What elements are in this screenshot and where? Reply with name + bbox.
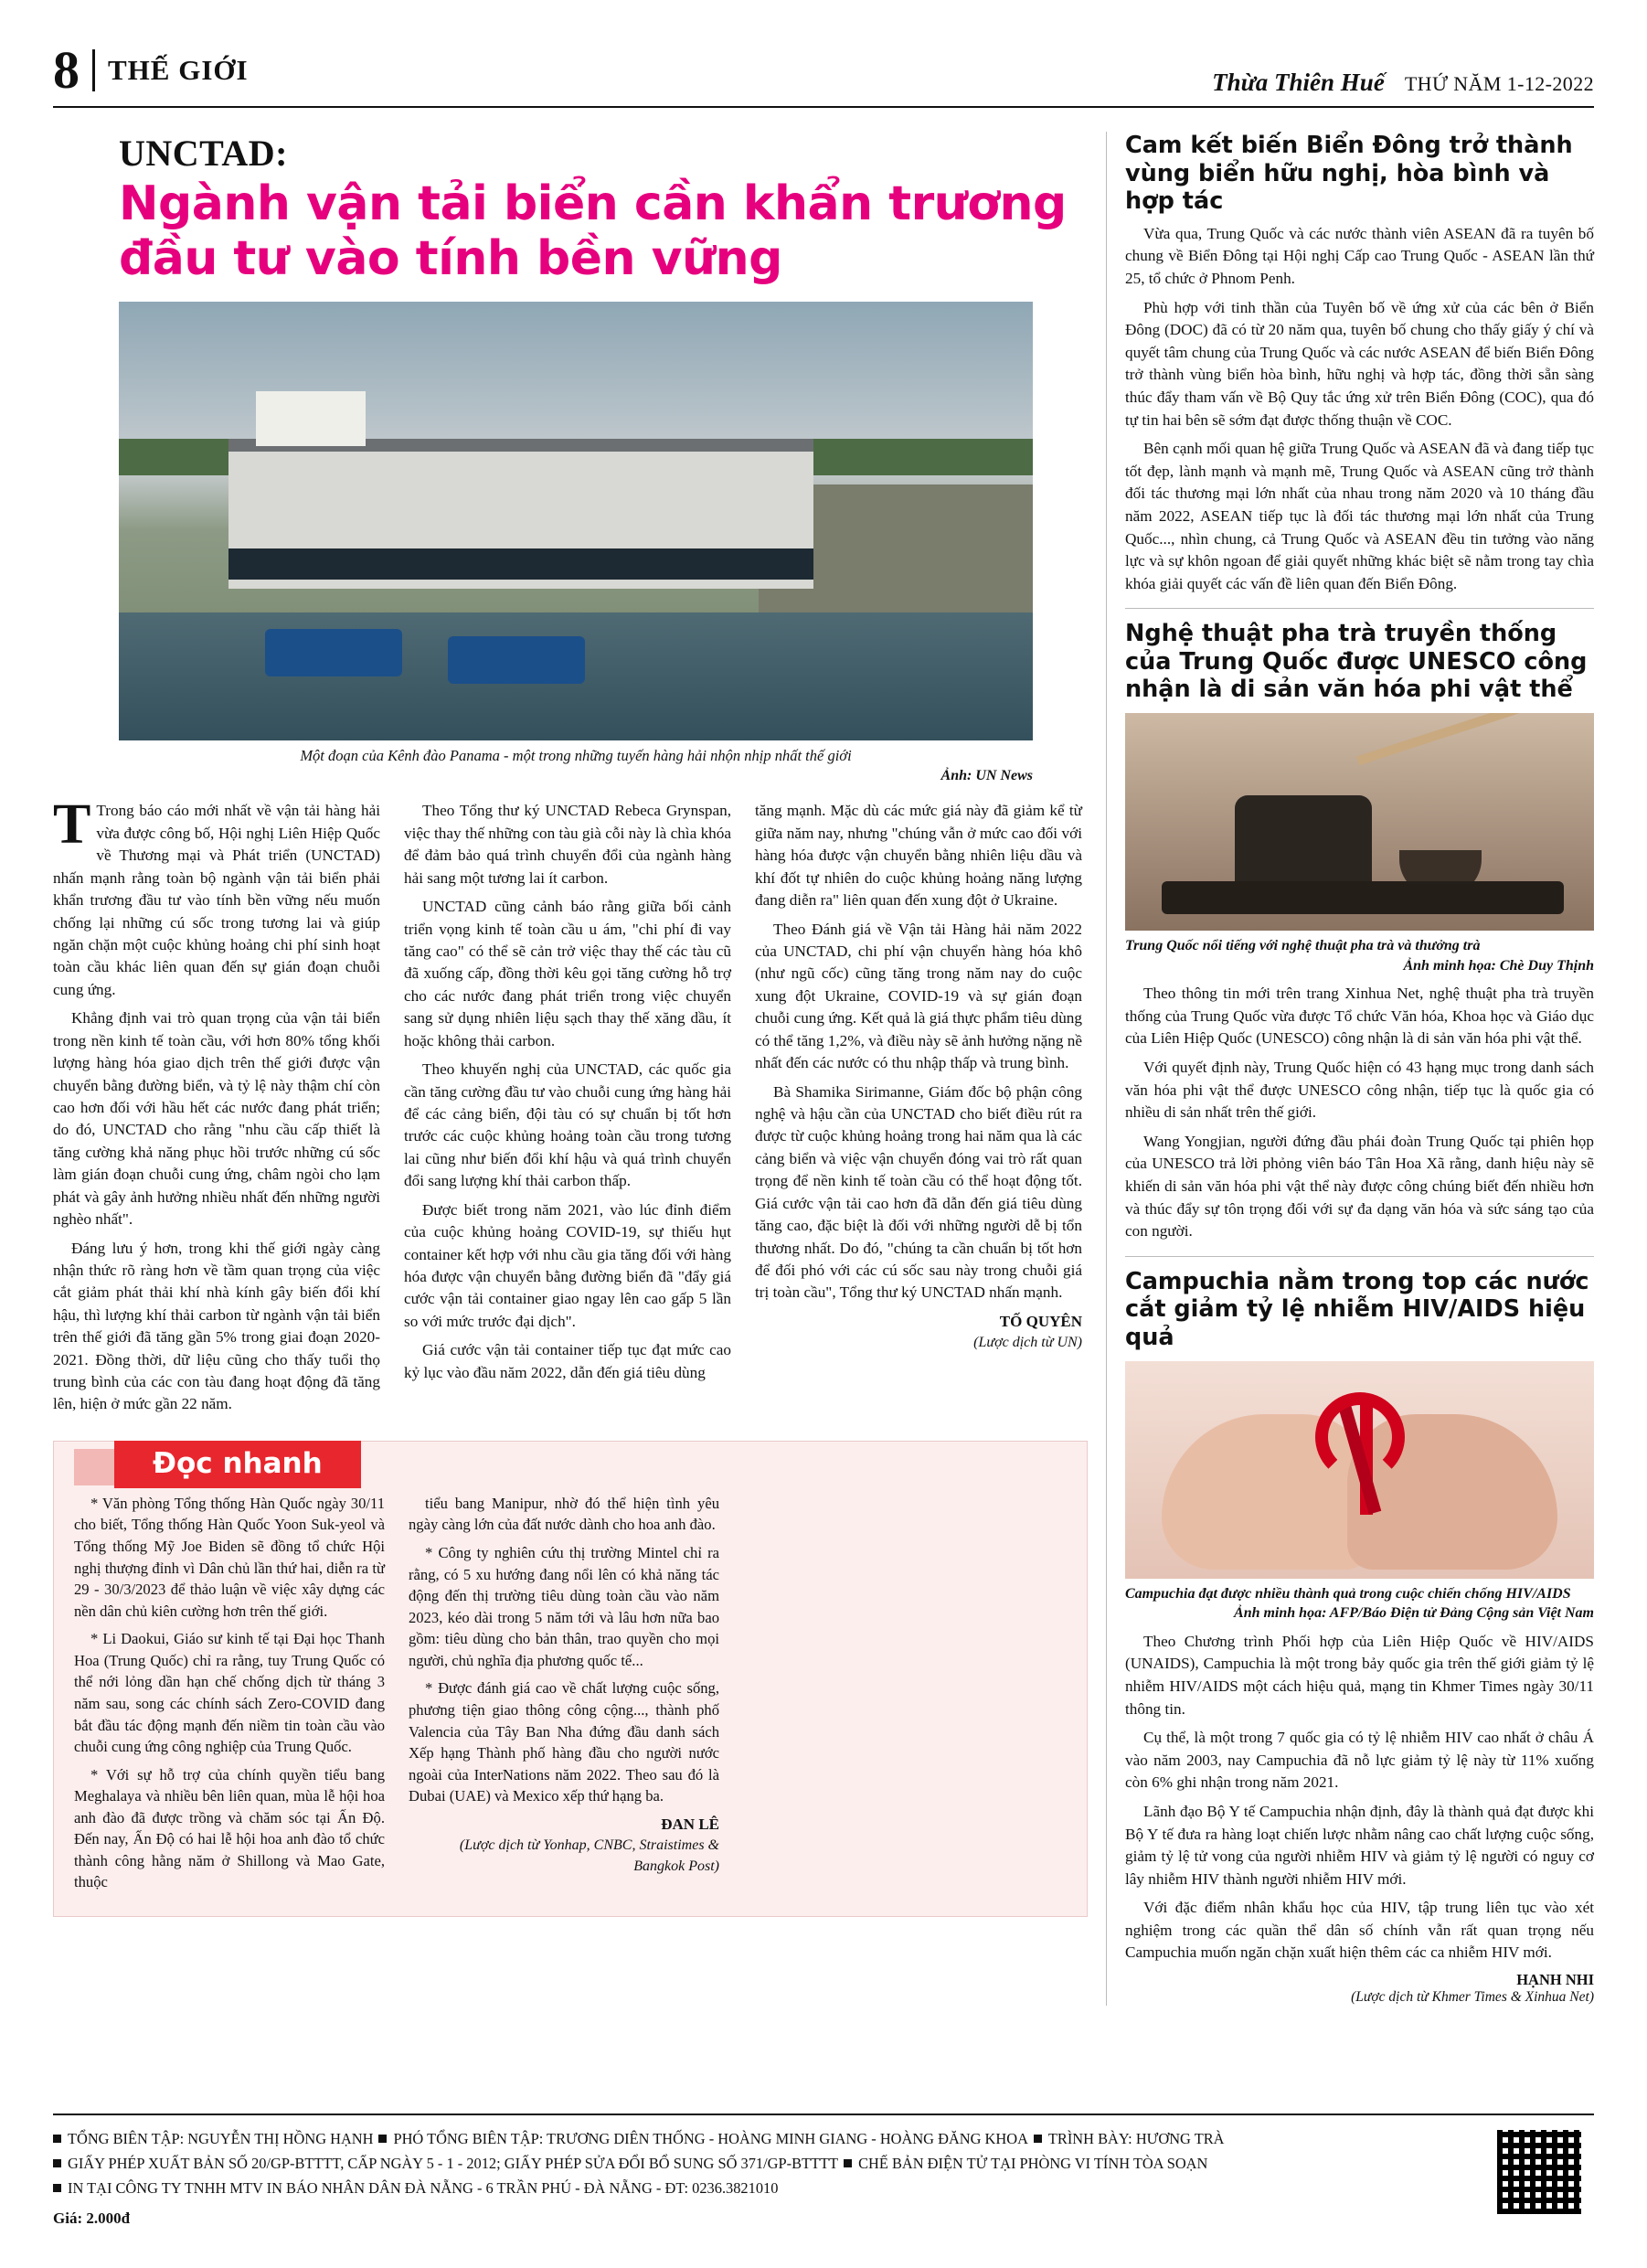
bullet-square-icon bbox=[844, 2159, 852, 2167]
article-body-bien-dong bbox=[1125, 223, 1594, 596]
lead-body bbox=[53, 793, 1086, 1421]
paragraph: Phù hợp với tinh thần của Tuyên bố về ứng xử của các bên ở Biển Đông (DOC) đã có từ 20 năm qua, tuyên bố chung cho thấy giấy ý chí và quyết tâm chung của Trung Quốc và các nước ASEAN để biến Biển Đông trở thành vùng biển hòa bình, hữu nghị và hợp tác, đồng thời sẵn sàng thúc đẩy tham vấn về Bộ Quy tắc ứng xử trên Biển Đông (COC), qua đó tự tin hai bên sẽ sớm đạt được thống thuận về COC. bbox=[1125, 298, 1594, 429]
paragraph: tiểu bang Manipur, nhờ đó thể hiện tình yêu ngày càng lớn của đất nước dành cho hoa anh đào. bbox=[409, 1494, 719, 1534]
paragraph: * Li Daokui, Giáo sư kinh tế tại Đại học Thanh Hoa (Trung Quốc) chỉ ra rằng, tuy Trung Quốc có thể nới lỏng dần hạn chế chống dịch từ tháng 3 năm sau, song các chính sách Zero-COVID đang bắt đầu tác động mạnh đến niềm tin toàn cầu vào chuỗi cung ứng công nghiệp của Trung Quốc. bbox=[74, 1630, 385, 1756]
paragraph: Theo thông tin mới trên trang Xinhua Net, nghệ thuật pha trà truyền thống của Trung Quốc vừa được Tổ chức Văn hóa, Khoa học và Giáo dục của Liên Hiệp Quốc (UNESCO) công nhận là di sản văn hóa phi vật thể. bbox=[1125, 985, 1594, 1048]
paragraph: T Trong báo cáo mới nhất về vận tải hàng hải vừa được công bố, Hội nghị Liên Hiệp Quốc về Thương mại và Phát triển (UNCTAD) nhấn mạnh rằng toàn bộ ngành vận tải biển phải khẩn trương đầu tư vào tính bền vững nếu muốn chống lại những cú sốc trong tương lai và giúp ngăn chặn một cuộc khủng hoảng chi phí sinh hoạt toàn cầu khác liên quan đến sự gián đoạn chuỗi cung ứng. bbox=[53, 793, 380, 998]
lead-photo-caption-text: Một đoạn của Kênh đào Panama - một trong những tuyến hàng hải nhộn nhịp nhất thế giới bbox=[300, 746, 852, 764]
section-title: THẾ GIỚI bbox=[108, 54, 249, 86]
article-byline-note-hiv: (Lược dịch từ Khmer Times & Xinhua Net) bbox=[1351, 1989, 1594, 2006]
paragraph: Giá cước vận tải container tiếp tục đạt mức cao kỷ lục vào đầu năm 2022, dẫn đến giá tiêu dùng bbox=[404, 1341, 731, 1381]
lead-photo-caption bbox=[119, 746, 1033, 786]
quick-read-col3 bbox=[743, 1493, 1054, 1900]
quick-read-title: Đọc nhanh bbox=[114, 1441, 361, 1488]
paragraph: * Được đánh giá cao về chất lượng cuộc sống, phương tiện giao thông công cộng..., thành phố Valencia của Tây Ban Nha đứng đầu danh sách Xếp hạng Thành phố hàng đầu cho người nước ngoài của InterNations năm 2022. Theo sau đó là Dubai (UAE) và Mexico xếp thứ hạng ba. bbox=[409, 1679, 719, 1805]
article-photo-hiv bbox=[1125, 1361, 1594, 1579]
paragraph: UNCTAD cũng cảnh báo rằng giữa bối cảnh triển vọng kinh tế toàn cầu u ám, "chi phí đi vay tăng cao" có thể sẽ cản trở việc thay thế các tàu cũ đã xuống cấp, đồng thời kêu gọi tăng cường hỗ trợ cho các nước đang phát triển trong việc chuyển sang sử dụng nhiên liệu sạch thay thế xăng dầu, ít hoặc không thải carbon. bbox=[404, 898, 731, 1049]
lead-byline: TỐ QUYÊN bbox=[999, 1312, 1082, 1330]
masthead bbox=[53, 40, 1594, 108]
paragraph: Theo Đánh giá về Vận tải Hàng hải năm 2022 của UNCTAD, chi phí vận chuyển hàng hóa khô (như ngũ cốc) cũng tăng trong năm nay do cuộc xung đột Ukraine, COVID-19 và sự gián đoạn chuỗi cung ứng. Kết quả là giá thực phẩm tiêu dùng có thể tăng 1,2%, và điều này sẽ ảnh hưởng nặng nề nhất đến các nước có thu nhập thấp và trung bình. bbox=[755, 920, 1082, 1072]
paragraph: Cụ thể, là một trong 7 quốc gia có tỷ lệ nhiễm HIV cao nhất ở châu Á vào năm 2003, nay Campuchia đã nỗ lực giảm tỷ lệ này từ 11% xuống còn 6% ghi nhận trong năm 2021. bbox=[1125, 1729, 1594, 1792]
paragraph: Với quyết định này, Trung Quốc hiện có 43 hạng mục trong danh sách văn hóa phi vật thể được UNESCO công nhận, tiếp tục là quốc gia có nhiều di sản nhất trên thế giới. bbox=[1125, 1059, 1594, 1122]
bullet-square-icon bbox=[53, 2159, 61, 2167]
divider bbox=[1125, 608, 1594, 609]
quick-read-col1 bbox=[74, 1493, 385, 1900]
article-photo-caption-tea bbox=[1125, 936, 1594, 975]
paragraph: Theo Chương trình Phối hợp của Liên Hiệp Quốc về HIV/AIDS (UNAIDS), Campuchia là một trong bảy quốc gia trên thế giới giảm tỷ lệ nhiễm HIV/AIDS một cách hiệu quả, mạng tin Khmer Times ngày 30/11 thông tin. bbox=[1125, 1632, 1594, 1718]
quick-read-box bbox=[53, 1441, 1088, 1917]
article-body-hiv bbox=[1125, 1631, 1594, 1965]
paragraph: Đáng lưu ý hơn, trong khi thế giới ngày càng nhận thức rõ ràng hơn về tầm quan trọng của việc cắt giảm phát thải khí nhà kính gây biến đổi khí hậu, thì lượng khí thải carbon từ ngành vận tải biển trên thế giới đã tăng gần 5% trong giai đoạn 2020-2021. Đồng thời, dữ liệu cũng cho thấy tuổi thọ trung bình của các con tàu đang hoạt động đã tăng lên, hiện ở mức gần 22 năm. bbox=[53, 1239, 380, 1413]
lead-body-col3 bbox=[755, 800, 1082, 1421]
page-number: 8 bbox=[53, 40, 80, 100]
bullet-square-icon bbox=[53, 2184, 61, 2192]
masthead-left bbox=[53, 40, 249, 100]
article-headline-tea: Nghệ thuật pha trà truyền thống của Trung Quốc được UNESCO công nhận là di sản văn hóa phi vật thể bbox=[1125, 620, 1588, 704]
page-footer bbox=[53, 2114, 1594, 2231]
paragraph: Wang Yongjian, người đứng đầu phái đoàn Trung Quốc tại phiên họp của UNESCO trả lời phỏng viên báo Tân Hoa Xã rằng, danh hiệu này sẽ khiến di sản văn hóa phi vật thể này được công chúng biết đến nhiều hơn và thúc đẩy sự tôn trọng đối với sự đa dạng văn hóa và sức sáng tạo của con người. bbox=[1125, 1132, 1594, 1240]
article-photo-caption-hiv bbox=[1125, 1584, 1594, 1624]
caption-text: Trung Quốc nổi tiếng với nghệ thuật pha trà và thưởng trà bbox=[1125, 938, 1481, 954]
footer-item: CHẾ BẢN ĐIỆN TỬ TẠI PHÒNG VI TÍNH TÒA SOẠN bbox=[858, 2154, 1208, 2172]
footer-item: TRÌNH BÀY: HƯƠNG TRÀ bbox=[1047, 2129, 1225, 2147]
quick-read-col2 bbox=[409, 1493, 719, 1900]
footer-item: GIẤY PHÉP XUẤT BẢN SỐ 20/GP-BTTTT, CẤP NGÀY 5 - 1 - 2012; GIẤY PHÉP SỬA ĐỔI BỔ SUNG SỐ 371/GP-BTTTT bbox=[68, 2154, 839, 2172]
paragraph: Vừa qua, Trung Quốc và các nước thành viên ASEAN đã ra tuyên bố chung về Biển Đông tại Hội nghị Cấp cao Trung Quốc - ASEAN lần thứ 25, tổ chức ở Phnom Penh. bbox=[1125, 224, 1594, 287]
caption-text: Campuchia đạt được nhiều thành quả trong cuộc chiến chống HIV/AIDS bbox=[1125, 1585, 1571, 1602]
qr-code-wrap bbox=[1493, 2126, 1594, 2218]
caption-credit: Ảnh minh họa: Chè Duy Thịnh bbox=[1403, 957, 1594, 974]
article-byline-hiv: HẠNH NHI bbox=[1516, 1971, 1594, 1989]
footer-item: IN TẠI CÔNG TY TNHH MTV IN BÁO NHÂN DÂN ĐÀ NẴNG - 6 TRẦN PHÚ - ĐÀ NẴNG - ĐT: 0236.3821010 bbox=[68, 2178, 779, 2197]
paragraph: Theo Tổng thư ký UNCTAD Rebeca Grynspan, việc thay thế những con tàu già cỗi này là chìa khóa để đảm bảo quá trình chuyển đổi của ngành hàng hải sang một tương lai ít carbon. bbox=[404, 802, 731, 887]
footer-credits bbox=[53, 2126, 1224, 2231]
lead-kicker: UNCTAD: bbox=[119, 133, 288, 174]
paragraph: tăng mạnh. Mặc dù các mức giá này đã giảm kể từ giữa năm nay, nhưng "chúng vẫn ở mức cao đối với hàng hóa được vận chuyển bằng nhiên liệu dầu và khí đốt tự nhiên do cuộc khủng hoảng năng lượng đang diễn ra" liên quan đến xung đột ở Ukraine. bbox=[755, 802, 1082, 910]
paragraph: Khẳng định vai trò quan trọng của vận tải biển trong nền kinh tế toàn cầu, với hơn 80% tổng khối lượng hàng hóa giao dịch trên thế giới được vận chuyển bằng đường biển, và tỷ lệ này thậm chí còn cao hơn đối với hầu hết các nước đang phát triển; do đó, UNCTAD cho rằng "nhu cầu cấp thiết là tăng cường khả năng phục hồi trước những cú sốc làm gián đoạn chuỗi cung ứng, châm ngòi cho lạm phát và gây ảnh hưởng nhiều nhất đến những người nghèo nhất". bbox=[53, 1009, 380, 1229]
footer-item: TỔNG BIÊN TẬP: NGUYỄN THỊ HỒNG HẠNH bbox=[68, 2129, 374, 2147]
lead-byline-note: (Lược dịch từ UN) bbox=[973, 1334, 1082, 1350]
caption-credit: Ảnh minh họa: AFP/Báo Điện tử Đảng Cộng sản Việt Nam bbox=[1234, 1605, 1594, 1622]
lead-body-col2 bbox=[404, 800, 731, 1421]
paragraph: Được biết trong năm 2021, vào lúc đỉnh điểm của cuộc khủng hoảng COVID-19, sự thiếu hụt container kết hợp với nhu cầu gia tăng đối với hàng hóa được vận chuyển bằng đường biển đã "đẩy giá cước vận tải container giao ngay lên cao gấp 5 lần so với mức trước đại dịch". bbox=[404, 1200, 731, 1330]
quick-read-header bbox=[74, 1442, 1067, 1493]
paragraph: * Văn phòng Tổng thống Hàn Quốc ngày 30/11 cho biết, Tổng thống Hàn Quốc Yoon Suk-yeol và Tổng thống Mỹ Joe Biden sẽ đồng tổ chức Hội nghị thượng đỉnh vì Dân chủ lần thứ hai, diễn ra từ 29 - 30/3/2023 để thảo luận về việc xây dựng các nền dân chủ kiên cường hơn trên thế giới. bbox=[74, 1494, 385, 1620]
article-headline-bien-dong: Cam kết biến Biển Đông trở thành vùng biển hữu nghị, hòa bình và hợp tác bbox=[1125, 132, 1573, 216]
page-content bbox=[53, 132, 1594, 2006]
paragraph: Bên cạnh mối quan hệ giữa Trung Quốc và ASEAN đã và đang tiếp tục tốt đẹp, lành mạnh và mạnh mẽ, Trung Quốc và ASEAN cũng trở thành đối tác thương mại lớn nhất của nhau trong năm 2020 và 10 tháng đầu năm 2022, ASEAN tiếp tục là đối tác thương mại lớn nhất của Trung Quốc..., nhìn chung, cả Trung Quốc và ASEAN đều tin tưởng vào năng lực và sự khôn ngoan để giải quyết những khác biệt sẽ nằm trong tay chìa khóa giải quyết các vấn đề liên quan đến Biển Đông. bbox=[1125, 440, 1594, 592]
quick-read-columns bbox=[74, 1493, 1067, 1900]
article-headline-hiv: Campuchia nằm trong top các nước cắt giảm tỷ lệ nhiễm HIV/AIDS hiệu quả bbox=[1125, 1267, 1589, 1351]
drop-cap: T bbox=[53, 793, 91, 857]
price-label: Giá: 2.000đ bbox=[53, 2209, 131, 2227]
masthead-divider bbox=[92, 49, 95, 91]
masthead-right bbox=[1212, 69, 1594, 97]
issue-date: THỨ NĂM 1-12-2022 bbox=[1404, 72, 1594, 95]
divider bbox=[1125, 1256, 1594, 1257]
quick-read-byline: ĐAN LÊ bbox=[661, 1815, 719, 1833]
paragraph: Bà Shamika Sirimanne, Giám đốc bộ phận công nghệ và hậu cần của UNCTAD cho biết điều rút ra được từ cuộc khủng hoảng trong hai năm qua là các cảng biển và việc vận chuyển đóng vai trò rất quan trọng để nền kinh tế toàn cầu có thể hoạt động tốt. Giá cước vận tải cao hơn đã dẫn đến giá tiêu dùng tăng cao, đặc biệt là đối với những người dễ bị tổn thương nhất. Do đó, "chúng ta cần chuẩn bị tốt hơn để đối phó với các cú sốc sau này trong chuỗi giá trị toàn cầu", Tổng thư ký UNCTAD nhấn mạnh. bbox=[755, 1082, 1082, 1302]
paragraph: Lãnh đạo Bộ Y tế Campuchia nhận định, đây là thành quả đạt được khi Bộ Y tế đưa ra hàng loạt chiến lược nhằm nâng cao chất lượng cuộc sống, giảm tỷ lệ tử vong của người nhiễm HIV và giảm tỷ lệ người có nguy cơ lây nhiễm HIV thành người nhiễm HIV mới. bbox=[1125, 1802, 1594, 1888]
footer-item: PHÓ TỔNG BIÊN TẬP: TRƯƠNG DIÊN THỐNG - HOÀNG MINH GIANG - HOÀNG ĐĂNG KHOA bbox=[393, 2129, 1028, 2147]
lead-body-col1 bbox=[53, 793, 380, 1421]
qr-code-icon bbox=[1493, 2126, 1585, 2218]
footer-line-1 bbox=[53, 2126, 1224, 2151]
article-photo-tea bbox=[1125, 713, 1594, 931]
paragraph: Với đặc điểm nhân khẩu học của HIV, tập trung liên tục vào xét nghiệm trong các quần thể dân số chính vẫn rất quan trọng nếu Campuchia muốn ngăn chặn xuất hiện thêm các ca nhiễm HIV mới. bbox=[1125, 1899, 1594, 1962]
article-body-tea bbox=[1125, 983, 1594, 1243]
paragraph: * Với sự hỗ trợ của chính quyền tiểu bang Meghalaya và nhiều bên liên quan, mùa lễ hội hoa anh đào đã được trồng và chăm sóc tại Ấn Độ. Đến nay, Ấn Độ có hai lễ hội hoa anh đào tổ chức thành công hằng năm ở Shillong và Mao Gate, thuộc bbox=[74, 1765, 385, 1891]
lead-headline: Ngành vận tải biển cần khẩn trương đầu tư vào tính bền vững bbox=[119, 176, 1067, 287]
paragraph: Theo khuyến nghị của UNCTAD, các quốc gia cần tăng cường đầu tư vào chuỗi cung ứng hàng hải để các cảng biển, đội tàu có sự chuẩn bị tốt hơn trước các cuộc khủng hoảng toàn cầu trong tương lai cũng như biến đổi khí hậu và quá trình chuyển đổi sang lượng khí thải carbon thấp. bbox=[404, 1060, 731, 1190]
bullet-square-icon bbox=[1034, 2135, 1042, 2143]
footer-line-2 bbox=[53, 2151, 1224, 2176]
lead-photo bbox=[119, 302, 1033, 740]
left-column bbox=[53, 132, 1086, 2006]
quick-read-byline-note: (Lược dịch từ Yonhap, CNBC, Straistimes & Bangkok Post) bbox=[459, 1837, 719, 1874]
paper-name: Thừa Thiên Huế bbox=[1212, 69, 1385, 96]
footer-line-3 bbox=[53, 2176, 1224, 2200]
paragraph: * Công ty nghiên cứu thị trường Mintel chỉ ra rằng, có 5 xu hướng đang nổi lên có khả năng tác động đến thị trường tiêu dùng toàn cầu vào năm 2023, kéo dài trong 5 năm tới và lâu hơn nữa bao gồm: tiêu dùng cho bản thân, trao quyền cho mọi người, chủ nghĩa địa phương quốc tế... bbox=[409, 1544, 719, 1669]
bullet-square-icon bbox=[53, 2135, 61, 2143]
bullet-square-icon bbox=[378, 2135, 387, 2143]
lead-photo-credit: Ảnh: UN News bbox=[940, 767, 1033, 783]
right-column bbox=[1106, 132, 1594, 2006]
